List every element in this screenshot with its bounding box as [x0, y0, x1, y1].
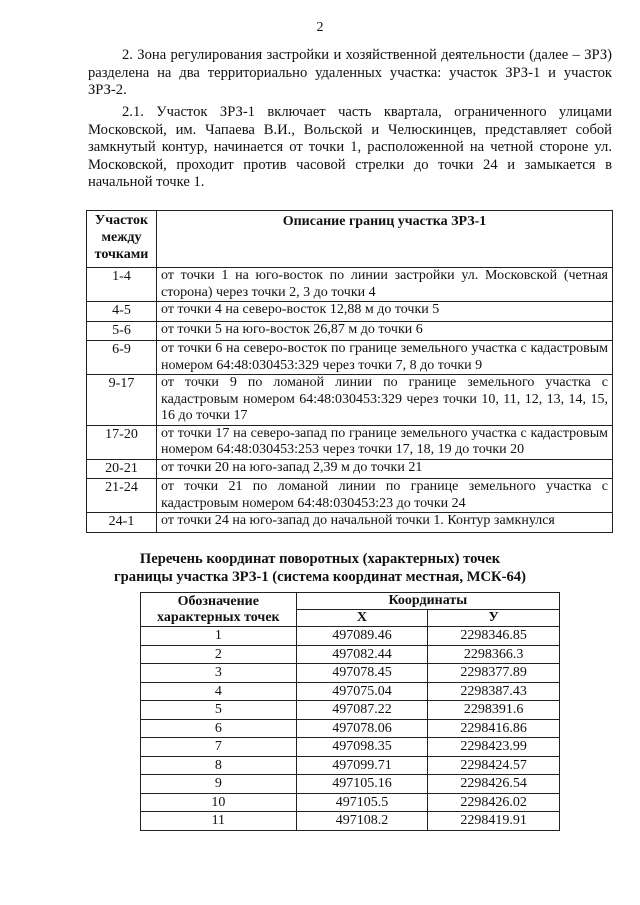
y-cell: 2298377.89	[428, 664, 560, 683]
y-cell: 2298426.54	[428, 775, 560, 794]
point-cell: 1	[141, 627, 297, 646]
point-cell: 5	[141, 701, 297, 720]
header-x: X	[296, 610, 428, 627]
point-cell: 8	[141, 756, 297, 775]
table-row	[87, 302, 613, 322]
description-cell: от точки 21 по ломаной линии по границе земельного участка с кадастровым номером 64:48:030453:23 до точки 24	[157, 479, 613, 513]
table-row	[141, 719, 560, 738]
coordinates-title-line1: Перечень координат поворотных (характерных) точек	[139, 551, 501, 567]
description-cell: от точки 20 на юго-запад 2,39 м до точки 21	[157, 459, 613, 479]
description-cell: от точки 4 на северо-восток 12,88 м до точки 5	[157, 302, 613, 322]
y-cell: 2298366.3	[428, 645, 560, 664]
segment-cell: 5-6	[87, 321, 157, 341]
boundary-table	[86, 210, 613, 533]
segment-cell: 17-20	[87, 425, 157, 459]
segment-cell: 24-1	[87, 513, 157, 533]
description-cell: от точки 17 на северо-запад по границе земельного участка с кадастровым номером 64:48:030453:253 через точки 17, 18, 19 до точки 20	[157, 425, 613, 459]
point-cell: 2	[141, 645, 297, 664]
header-y: У	[428, 610, 560, 627]
x-cell: 497078.06	[296, 719, 428, 738]
table-row	[141, 645, 560, 664]
y-cell: 2298423.99	[428, 738, 560, 757]
point-cell: 10	[141, 793, 297, 812]
segment-cell: 21-24	[87, 479, 157, 513]
table-row	[141, 756, 560, 775]
description-cell: от точки 5 на юго-восток 26,87 м до точки 6	[157, 321, 613, 341]
y-cell: 2298419.91	[428, 812, 560, 831]
table-row	[141, 664, 560, 683]
x-cell: 497108.2	[296, 812, 428, 831]
x-cell: 497087.22	[296, 701, 428, 720]
description-cell: от точки 6 на северо-восток по границе земельного участка с кадастровым номером 64:48:030453:329 через точки 7, 8 до точки 9	[157, 341, 613, 375]
coordinates-table	[140, 592, 560, 831]
x-cell: 497105.5	[296, 793, 428, 812]
description-cell: от точки 9 по ломаной линии по границе земельного участка с кадастровым номером 64:48:030453:329 через точки 10, 11, 12, 13, 14, 15, 16 до точки 17	[157, 375, 613, 426]
point-cell: 7	[141, 738, 297, 757]
x-cell: 497082.44	[296, 645, 428, 664]
y-cell: 2298346.85	[428, 627, 560, 646]
table-row	[87, 513, 613, 533]
point-cell: 4	[141, 682, 297, 701]
coordinates-header-row	[141, 593, 560, 610]
description-cell: от точки 24 на юго-запад до начальной точки 1. Контур замкнулся	[157, 513, 613, 533]
x-cell: 497098.35	[296, 738, 428, 757]
coordinates-title-line2: границы участка ЗРЗ-1 (система координат местная, МСК-64)	[114, 569, 526, 585]
table-row	[141, 627, 560, 646]
header-coordinates: Координаты	[296, 593, 559, 610]
point-cell: 11	[141, 812, 297, 831]
table-row	[87, 321, 613, 341]
segment-cell: 4-5	[87, 302, 157, 322]
header-point: Обозначение характерных точек	[141, 593, 297, 627]
table-row	[87, 479, 613, 513]
table-row	[87, 375, 613, 426]
boundary-table-header	[87, 211, 613, 268]
y-cell: 2298387.43	[428, 682, 560, 701]
segment-cell: 9-17	[87, 375, 157, 426]
table-row	[87, 425, 613, 459]
segment-cell: 20-21	[87, 459, 157, 479]
page-number: 2	[316, 20, 324, 35]
segment-cell: 1-4	[87, 268, 157, 302]
header-segment: Участок между точками	[87, 211, 157, 268]
table-row	[87, 268, 613, 302]
x-cell: 497105.16	[296, 775, 428, 794]
table-row	[141, 682, 560, 701]
x-cell: 497075.04	[296, 682, 428, 701]
y-cell: 2298426.02	[428, 793, 560, 812]
coordinates-title	[0, 550, 640, 586]
table-row	[141, 812, 560, 831]
y-cell: 2298424.57	[428, 756, 560, 775]
table-row	[141, 775, 560, 794]
point-cell: 6	[141, 719, 297, 738]
paragraph-zone-division: 2. Зона регулирования застройки и хозяйственной деятельности (далее – ЗРЗ) разделена на два территориально удаленных участка: участок ЗРЗ-1 и участок ЗРЗ-2.	[88, 47, 612, 98]
table-row	[87, 341, 613, 375]
paragraph-zrz1-description: 2.1. Участок ЗРЗ-1 включает часть квартала, ограниченного улицами Московской, им. Чапаева В.И., Вольской и Челюскинцев, представляет собой замкнутый контур, начинается от точки 1, расположенной на четной стороне ул. Московской, проходит против часовой стрелки до точки 24 и замыкается в начальной точке 1.	[88, 104, 612, 190]
table-row	[141, 701, 560, 720]
header-description: Описание границ участка ЗРЗ-1	[157, 211, 613, 268]
x-cell: 497099.71	[296, 756, 428, 775]
x-cell: 497078.45	[296, 664, 428, 683]
point-cell: 9	[141, 775, 297, 794]
table-row	[87, 459, 613, 479]
y-cell: 2298391.6	[428, 701, 560, 720]
y-cell: 2298416.86	[428, 719, 560, 738]
x-cell: 497089.46	[296, 627, 428, 646]
segment-cell: 6-9	[87, 341, 157, 375]
description-cell: от точки 1 на юго-восток по линии застройки ул. Московской (четная сторона) через точки 2, 3 до точки 4	[157, 268, 613, 302]
point-cell: 3	[141, 664, 297, 683]
table-row	[141, 793, 560, 812]
table-row	[141, 738, 560, 757]
